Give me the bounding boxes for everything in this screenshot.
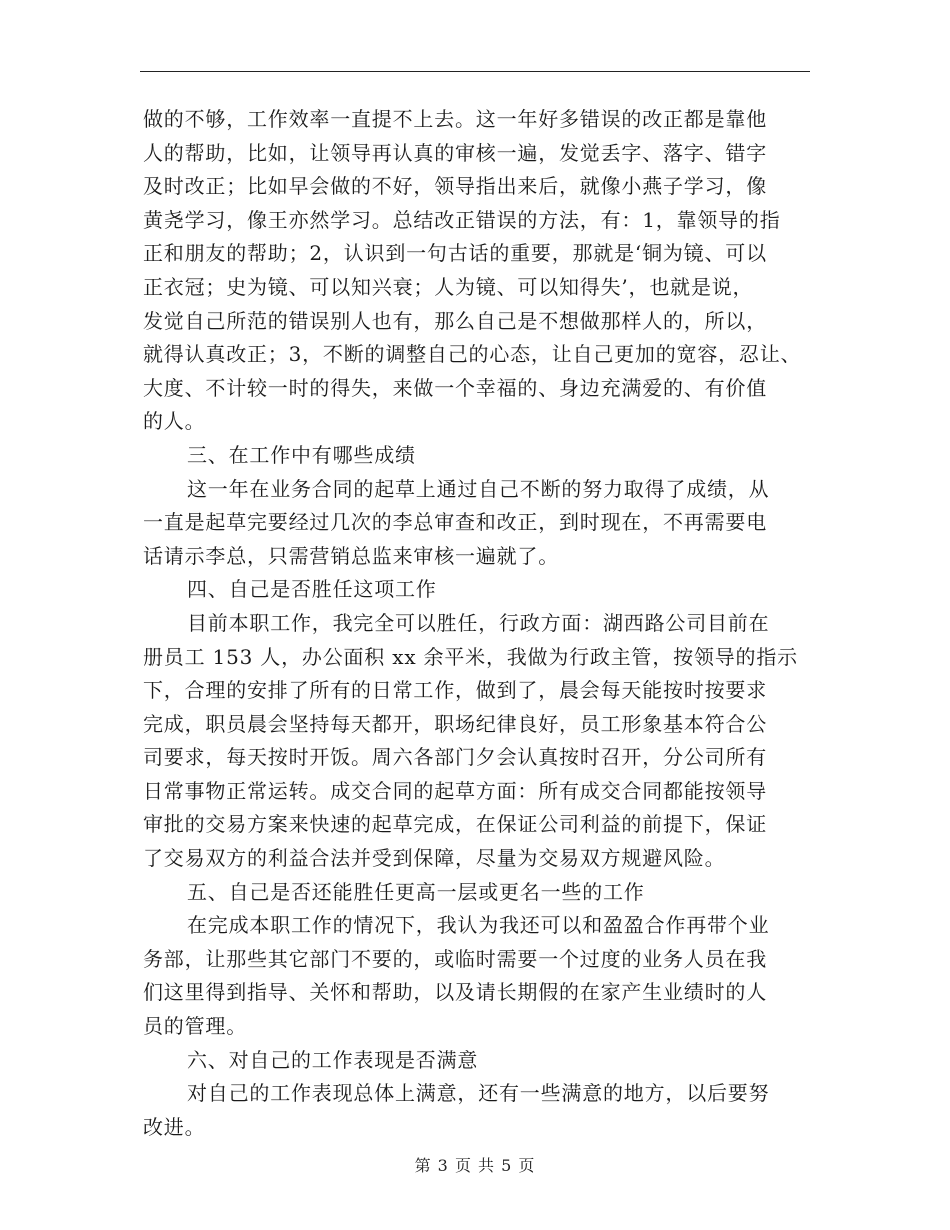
text-line: 及时改正；比如早会做的不好，领导指出来后，就像小燕子学习，像: [143, 174, 767, 199]
text-line: 话请示李总，只需营销总监来审核一遍就了。: [143, 543, 559, 568]
text-line: 正衣冠；史为镜、可以知兴衰；人为镜、可以知得失’，也就是说，: [143, 274, 754, 299]
text-line: 下，合理的安排了所有的日常工作，做到了，晨会每天能按时按要求: [143, 678, 767, 703]
text-line: 五、自己是否还能胜任更高一层或更名一些的工作: [187, 879, 645, 904]
text-line: 务部，让那些其它部门不要的，或临时需要一个过度的业务人员在我: [143, 946, 767, 971]
text-line: 员的管理。: [143, 1014, 247, 1039]
text-line: 正和朋友的帮助；2，认识到一句古话的重要，那就是‘铜为镜、可以: [143, 241, 767, 266]
text-line: 们这里得到指导、关怀和帮助，以及请长期假的在家产生业绩时的人: [143, 980, 767, 1005]
text-line: 改进。: [143, 1114, 206, 1139]
text-line: 大度、不计较一时的得失，来做一个幸福的、身边充满爱的、有价值: [143, 375, 767, 400]
header-rule: [140, 71, 810, 72]
text-line: 人的帮助，比如，让领导再认真的审核一遍，发觉丢字、落字、错字: [143, 140, 767, 165]
text-line: 就得认真改正；3，不断的调整自己的心态，让自己更加的宽容，忍让、: [143, 342, 802, 367]
text-line: 审批的交易方案来快速的起草完成，在保证公司利益的前提下，保证: [143, 812, 767, 837]
text-line: 发觉自己所范的错误别人也有，那么自己是不想做那样人的，所以，: [143, 308, 767, 333]
text-line: 黄尧学习，像王亦然学习。总结改正错误的方法，有：1，靠领导的指: [143, 207, 781, 232]
document-body: [143, 103, 833, 1144]
text-line: 做的不够，工作效率一直提不上去。这一年好多错误的改正都是靠他: [143, 107, 767, 131]
text-line: 完成，职员晨会坚持每天都开，职场纪律良好，员工形象基本符合公: [143, 711, 767, 736]
text-line: 司要求，每天按时开饭。周六各部门夕会认真按时召开，分公司所有: [143, 745, 767, 770]
text-line: 日常事物正常运转。成交合同的起草方面：所有成交合同都能按领导: [143, 778, 767, 803]
text-line: 一直是起草完要经过几次的李总审查和改正，到时现在，不再需要电: [143, 510, 767, 535]
text-line: 了交易双方的利益合法并受到保障，尽量为交易双方规避风险。: [143, 846, 726, 871]
text-line: 的人。: [143, 409, 206, 434]
page-number-footer: 第 3 页 共 5 页: [414, 1156, 536, 1175]
text-line: 这一年在业务合同的起草上通过自己不断的努力取得了成绩，从: [187, 476, 770, 501]
text-line: 三、在工作中有哪些成绩: [187, 442, 416, 467]
text-line: 四、自己是否胜任这项工作: [187, 577, 437, 602]
text-line: 目前本职工作，我完全可以胜任，行政方面：湖西路公司目前在: [187, 610, 770, 635]
text-line: 六、对自己的工作表现是否满意: [187, 1047, 479, 1072]
text-line: 在完成本职工作的情况下，我认为我还可以和盈盈合作再带个业: [187, 913, 770, 938]
text-line: 对自己的工作表现总体上满意，还有一些满意的地方，以后要努: [187, 1081, 770, 1106]
text-line: 册员工 153 人，办公面积 xx 余平米，我做为行政主管，按领导的指示: [143, 644, 798, 669]
